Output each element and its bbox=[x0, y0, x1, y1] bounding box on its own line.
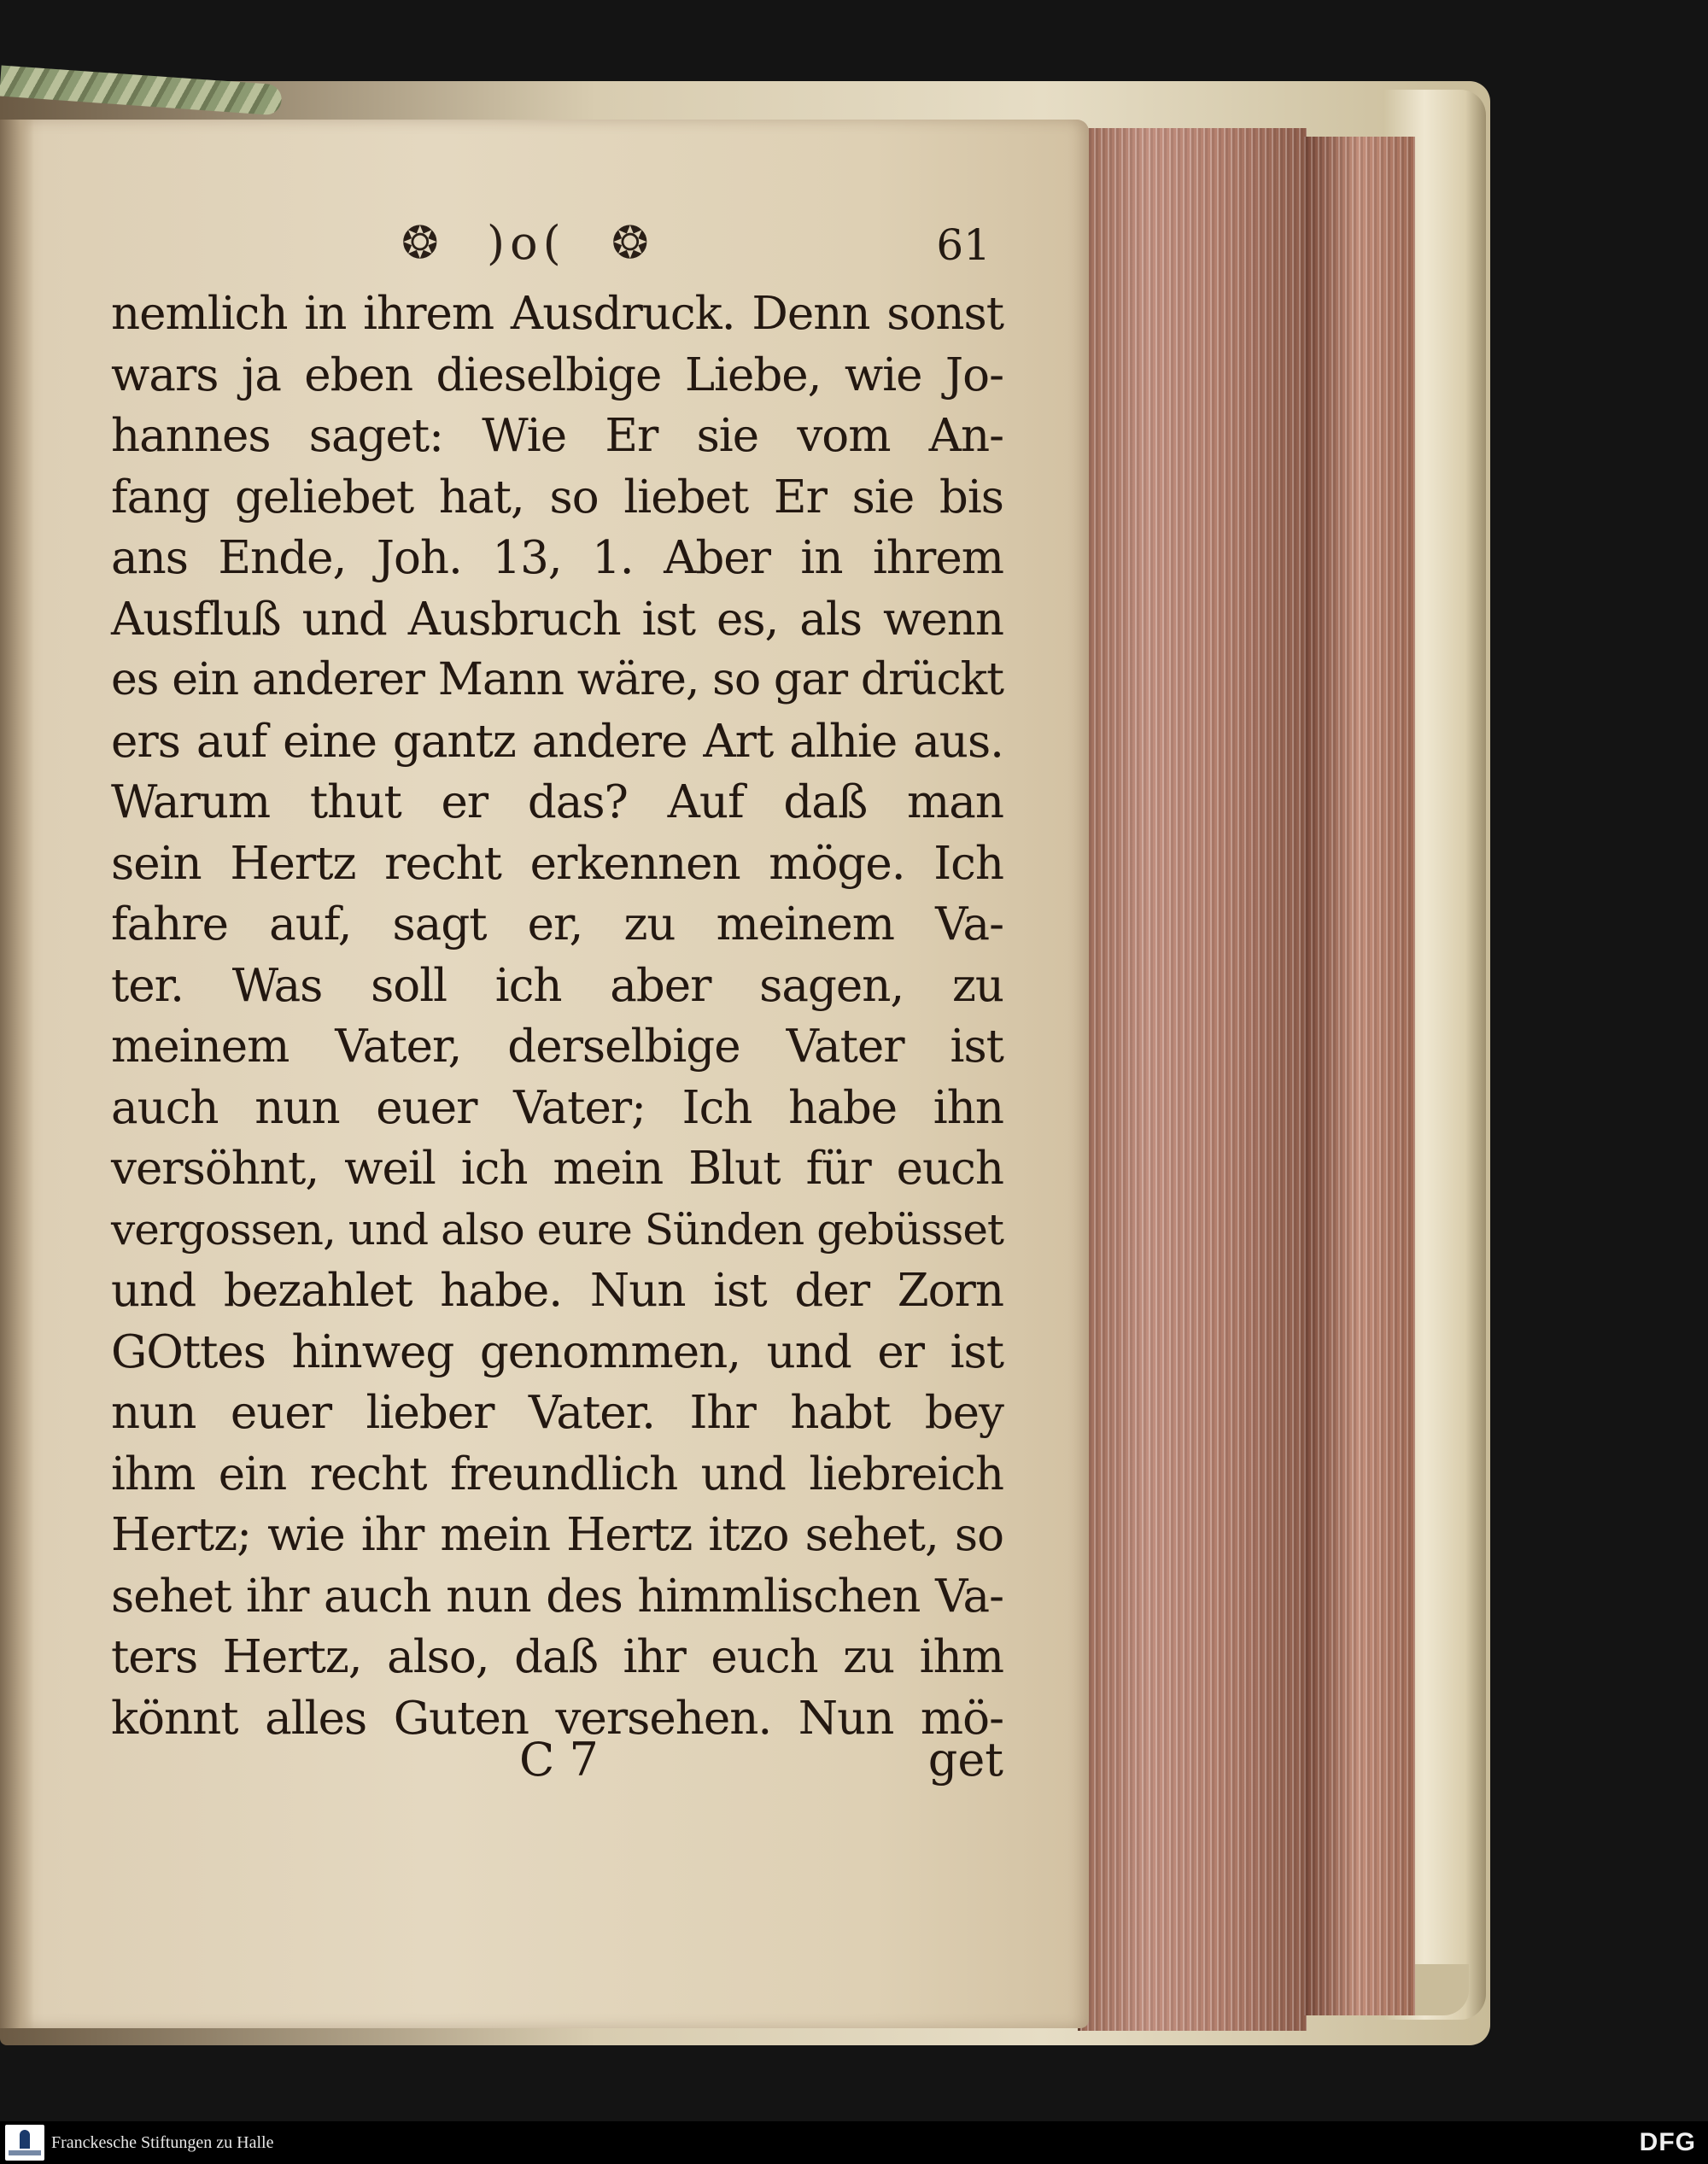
text-line: es ein anderer Mann wäre, so gar drückt bbox=[111, 654, 1003, 705]
text-line: auch nun euer Vater; Ich habe ihn bbox=[111, 1081, 1003, 1134]
text-line: Hertz; wie ihr mein Hertz itzo sehet, so bbox=[111, 1509, 1003, 1561]
page-fore-edge bbox=[1078, 128, 1307, 2031]
text-line: GOttes hinweg genommen, und er ist bbox=[111, 1325, 1003, 1378]
text-line: Warum thut er das? Auf daß man bbox=[111, 776, 1003, 828]
signature-mark: C 7 bbox=[519, 1733, 599, 1787]
flower-ornament-icon: ❂ bbox=[611, 218, 649, 269]
text-line: fahre auf, sagt er, zu meinem Va- bbox=[111, 898, 1003, 950]
text-line: fang geliebet hat, so liebet Er sie bis bbox=[111, 471, 1003, 523]
text-line: meinem Vater, derselbige Vater ist bbox=[111, 1021, 1003, 1073]
text-line: nemlich in ihrem Ausdruck. Denn sonst bbox=[111, 288, 1003, 340]
institution-name: Franckesche Stiftungen zu Halle bbox=[51, 2133, 274, 2152]
text-line: sein Hertz recht erkennen möge. Ich bbox=[111, 837, 1003, 890]
attribution-bar bbox=[0, 2121, 1708, 2164]
text-line: hannes saget: Wie Er sie vom An- bbox=[111, 410, 1003, 462]
text-line: vergossen, und also eure Sünden gebüsset bbox=[111, 1204, 1003, 1255]
text-line: ers auf eine gantz andere Art alhie aus. bbox=[111, 715, 1003, 768]
header-ornament: )o( bbox=[487, 216, 566, 270]
text-line: ter. Was soll ich aber sagen, zu bbox=[111, 959, 1003, 1012]
text-line: ihm ein recht freundlich und liebreich bbox=[111, 1448, 1003, 1500]
page-gutter bbox=[0, 120, 34, 2028]
text-line: ans Ende, Joh. 13, 1. Aber in ihrem bbox=[111, 532, 1003, 584]
flower-ornament-icon: ❂ bbox=[401, 218, 439, 269]
text-line: versöhnt, weil ich mein Blut für euch bbox=[111, 1143, 1003, 1195]
text-line: könnt alles Guten versehen. Nun mö- bbox=[111, 1692, 1003, 1745]
page-fore-edge-back bbox=[1304, 137, 1415, 2015]
body-text bbox=[111, 284, 1003, 1749]
page-number: 61 bbox=[936, 220, 991, 270]
page-footer bbox=[111, 1730, 1003, 1794]
text-line: ters Hertz, also, daß ihr euch zu ihm bbox=[111, 1631, 1003, 1683]
dfg-logo: DFG bbox=[1639, 2128, 1696, 2156]
text-line: nun euer lieber Vater. Ihr habt bey bbox=[111, 1387, 1003, 1439]
text-line: wars ja eben dieselbige Liebe, wie Jo- bbox=[111, 348, 1003, 401]
text-line: sehet ihr auch nun des himmlischen Va- bbox=[111, 1570, 1003, 1623]
page-header bbox=[401, 218, 1003, 278]
text-line: und bezahlet habe. Nun ist der Zorn bbox=[111, 1265, 1003, 1317]
institution-logo-icon bbox=[5, 2125, 44, 2161]
text-line: Ausfluß und Ausbruch ist es, als wenn bbox=[111, 593, 1003, 646]
catchword: get bbox=[927, 1733, 1003, 1787]
